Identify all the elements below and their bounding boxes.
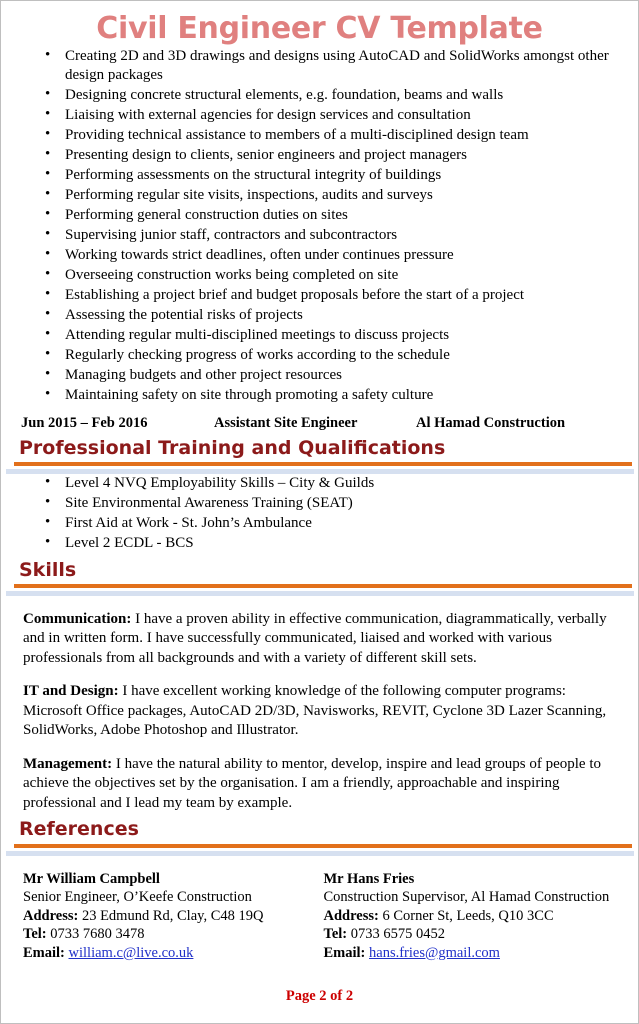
- list-item: • Creating 2D and 3D drawings and designs using AutoCAD and SolidWorks amongst other design packages: [1, 47, 638, 86]
- section-rule-orange: [14, 462, 632, 466]
- list-item: • Attending regular multi-disciplined meetings to discuss projects: [1, 326, 638, 346]
- job-entry-row: [1, 415, 638, 432]
- tel-label: Tel:: [23, 926, 47, 943]
- list-item: • Performing regular site visits, inspections, audits and surveys: [1, 186, 638, 206]
- list-item: • First Aid at Work - St. John’s Ambulance: [1, 514, 638, 534]
- reference-address-line: [324, 907, 625, 926]
- list-item: • Level 4 NVQ Employability Skills – City & Guilds: [1, 474, 638, 494]
- reference-tel-line: [324, 925, 625, 944]
- section-rule-orange: [14, 584, 632, 588]
- list-item: • Providing technical assistance to members of a multi-disciplined design team: [1, 126, 638, 146]
- skill-label: Communication:: [23, 610, 132, 627]
- list-item: • Presenting design to clients, senior engineers and project managers: [1, 146, 638, 166]
- reference-address-line: [23, 907, 324, 926]
- page-footer: Page 2 of 2: [285, 988, 354, 1005]
- section-rule-orange: [14, 844, 632, 848]
- skill-paragraph: [23, 610, 616, 669]
- list-item: • Liaising with external agencies for design services and consultation: [1, 106, 638, 126]
- list-item: • Establishing a project brief and budget proposals before the start of a project: [1, 286, 638, 306]
- section-training: [1, 438, 638, 554]
- skill-text: I have excellent working knowledge of the following computer programs: Microsoft Office packages, AutoCAD 2D/3D, Navisworks, REVIT, Cyclone 3D Lazer Scanning, SolidWorks, Adobe Photoshop and Illustrator.: [23, 683, 607, 739]
- reference-address: 6 Corner St, Leeds, Q10 3CC: [378, 907, 554, 924]
- skill-paragraph: [23, 755, 616, 814]
- skill-label: IT and Design:: [23, 683, 119, 700]
- email-label: Email:: [23, 944, 65, 961]
- list-item: • Maintaining safety on site through promoting a safety culture: [1, 386, 638, 406]
- reference-tel: 0733 7680 3478: [46, 926, 145, 943]
- list-item: • Supervising junior staff, contractors and subcontractors: [1, 226, 638, 246]
- tel-label: Tel:: [323, 926, 348, 943]
- list-item: • Assessing the potential risks of projects: [1, 306, 638, 326]
- skill-label: Management:: [23, 755, 113, 772]
- list-item: • Level 2 ECDL - BCS: [1, 534, 638, 554]
- reference-card: [324, 870, 625, 963]
- section-skills: [1, 560, 638, 814]
- duties-list: [1, 47, 638, 406]
- list-item: • Managing budgets and other project resources: [1, 366, 638, 386]
- training-list: [1, 474, 638, 554]
- list-item: • Working towards strict deadlines, often under continues pressure: [1, 246, 638, 266]
- job-title: Assistant Site Engineer: [214, 414, 358, 431]
- section-heading-training: Professional Training and Qualifications: [19, 436, 446, 459]
- reference-name: Mr Hans Fries: [323, 870, 415, 887]
- reference-card: [23, 870, 324, 963]
- references-grid: [1, 870, 638, 963]
- skills-paragraphs: [1, 610, 638, 814]
- reference-email-line: [23, 944, 324, 963]
- reference-name: Mr William Campbell: [23, 870, 160, 887]
- list-item: • Regularly checking progress of works according to the schedule: [1, 346, 638, 366]
- reference-email-link[interactable]: william.c@live.co.uk: [68, 944, 194, 961]
- email-label: Email:: [323, 944, 366, 961]
- reference-role: Senior Engineer, O’Keefe Construction: [23, 889, 252, 906]
- list-item: • Performing assessments on the structural integrity of buildings: [1, 166, 638, 186]
- section-heading-references: References: [19, 818, 139, 841]
- list-item: • Site Environmental Awareness Training (SEAT): [1, 494, 638, 514]
- list-item: • Performing general construction duties on sites: [1, 206, 638, 226]
- reference-address: 23 Edmund Rd, Clay, C48 19Q: [78, 907, 264, 924]
- address-label: Address:: [323, 907, 379, 924]
- reference-role: Construction Supervisor, Al Hamad Construction: [323, 889, 610, 906]
- section-rule-blue: [6, 591, 634, 596]
- section-references: [1, 819, 638, 962]
- section-rule-blue: [6, 851, 634, 856]
- reference-tel-line: [23, 925, 324, 944]
- section-heading-skills: Skills: [19, 558, 77, 581]
- reference-tel: 0733 6575 0452: [347, 926, 446, 943]
- reference-email-link[interactable]: hans.fries@gmail.com: [369, 944, 500, 961]
- page-title: Civil Engineer CV Template: [96, 11, 543, 46]
- skill-text: I have a proven ability in effective communication, diagrammatically, verbally and in written form. I have successfully communicated, liaised and worked with various professionals from all backgrounds and with a variety of different skill sets.: [23, 610, 607, 666]
- list-item: • Designing concrete structural elements, e.g. foundation, beams and walls: [1, 86, 638, 106]
- skill-paragraph: [23, 682, 616, 741]
- list-item: • Overseeing construction works being completed on site: [1, 266, 638, 286]
- job-company: Al Hamad Construction: [416, 414, 566, 431]
- skill-text: I have the natural ability to mentor, develop, inspire and lead groups of people to achieve the objectives set by the organisation. I am a friendly, approachable and inspiring professional and I lead my team by example.: [23, 755, 601, 811]
- job-dates: Jun 2015 – Feb 2016: [21, 414, 148, 431]
- reference-email-line: [324, 944, 625, 963]
- address-label: Address:: [23, 907, 79, 924]
